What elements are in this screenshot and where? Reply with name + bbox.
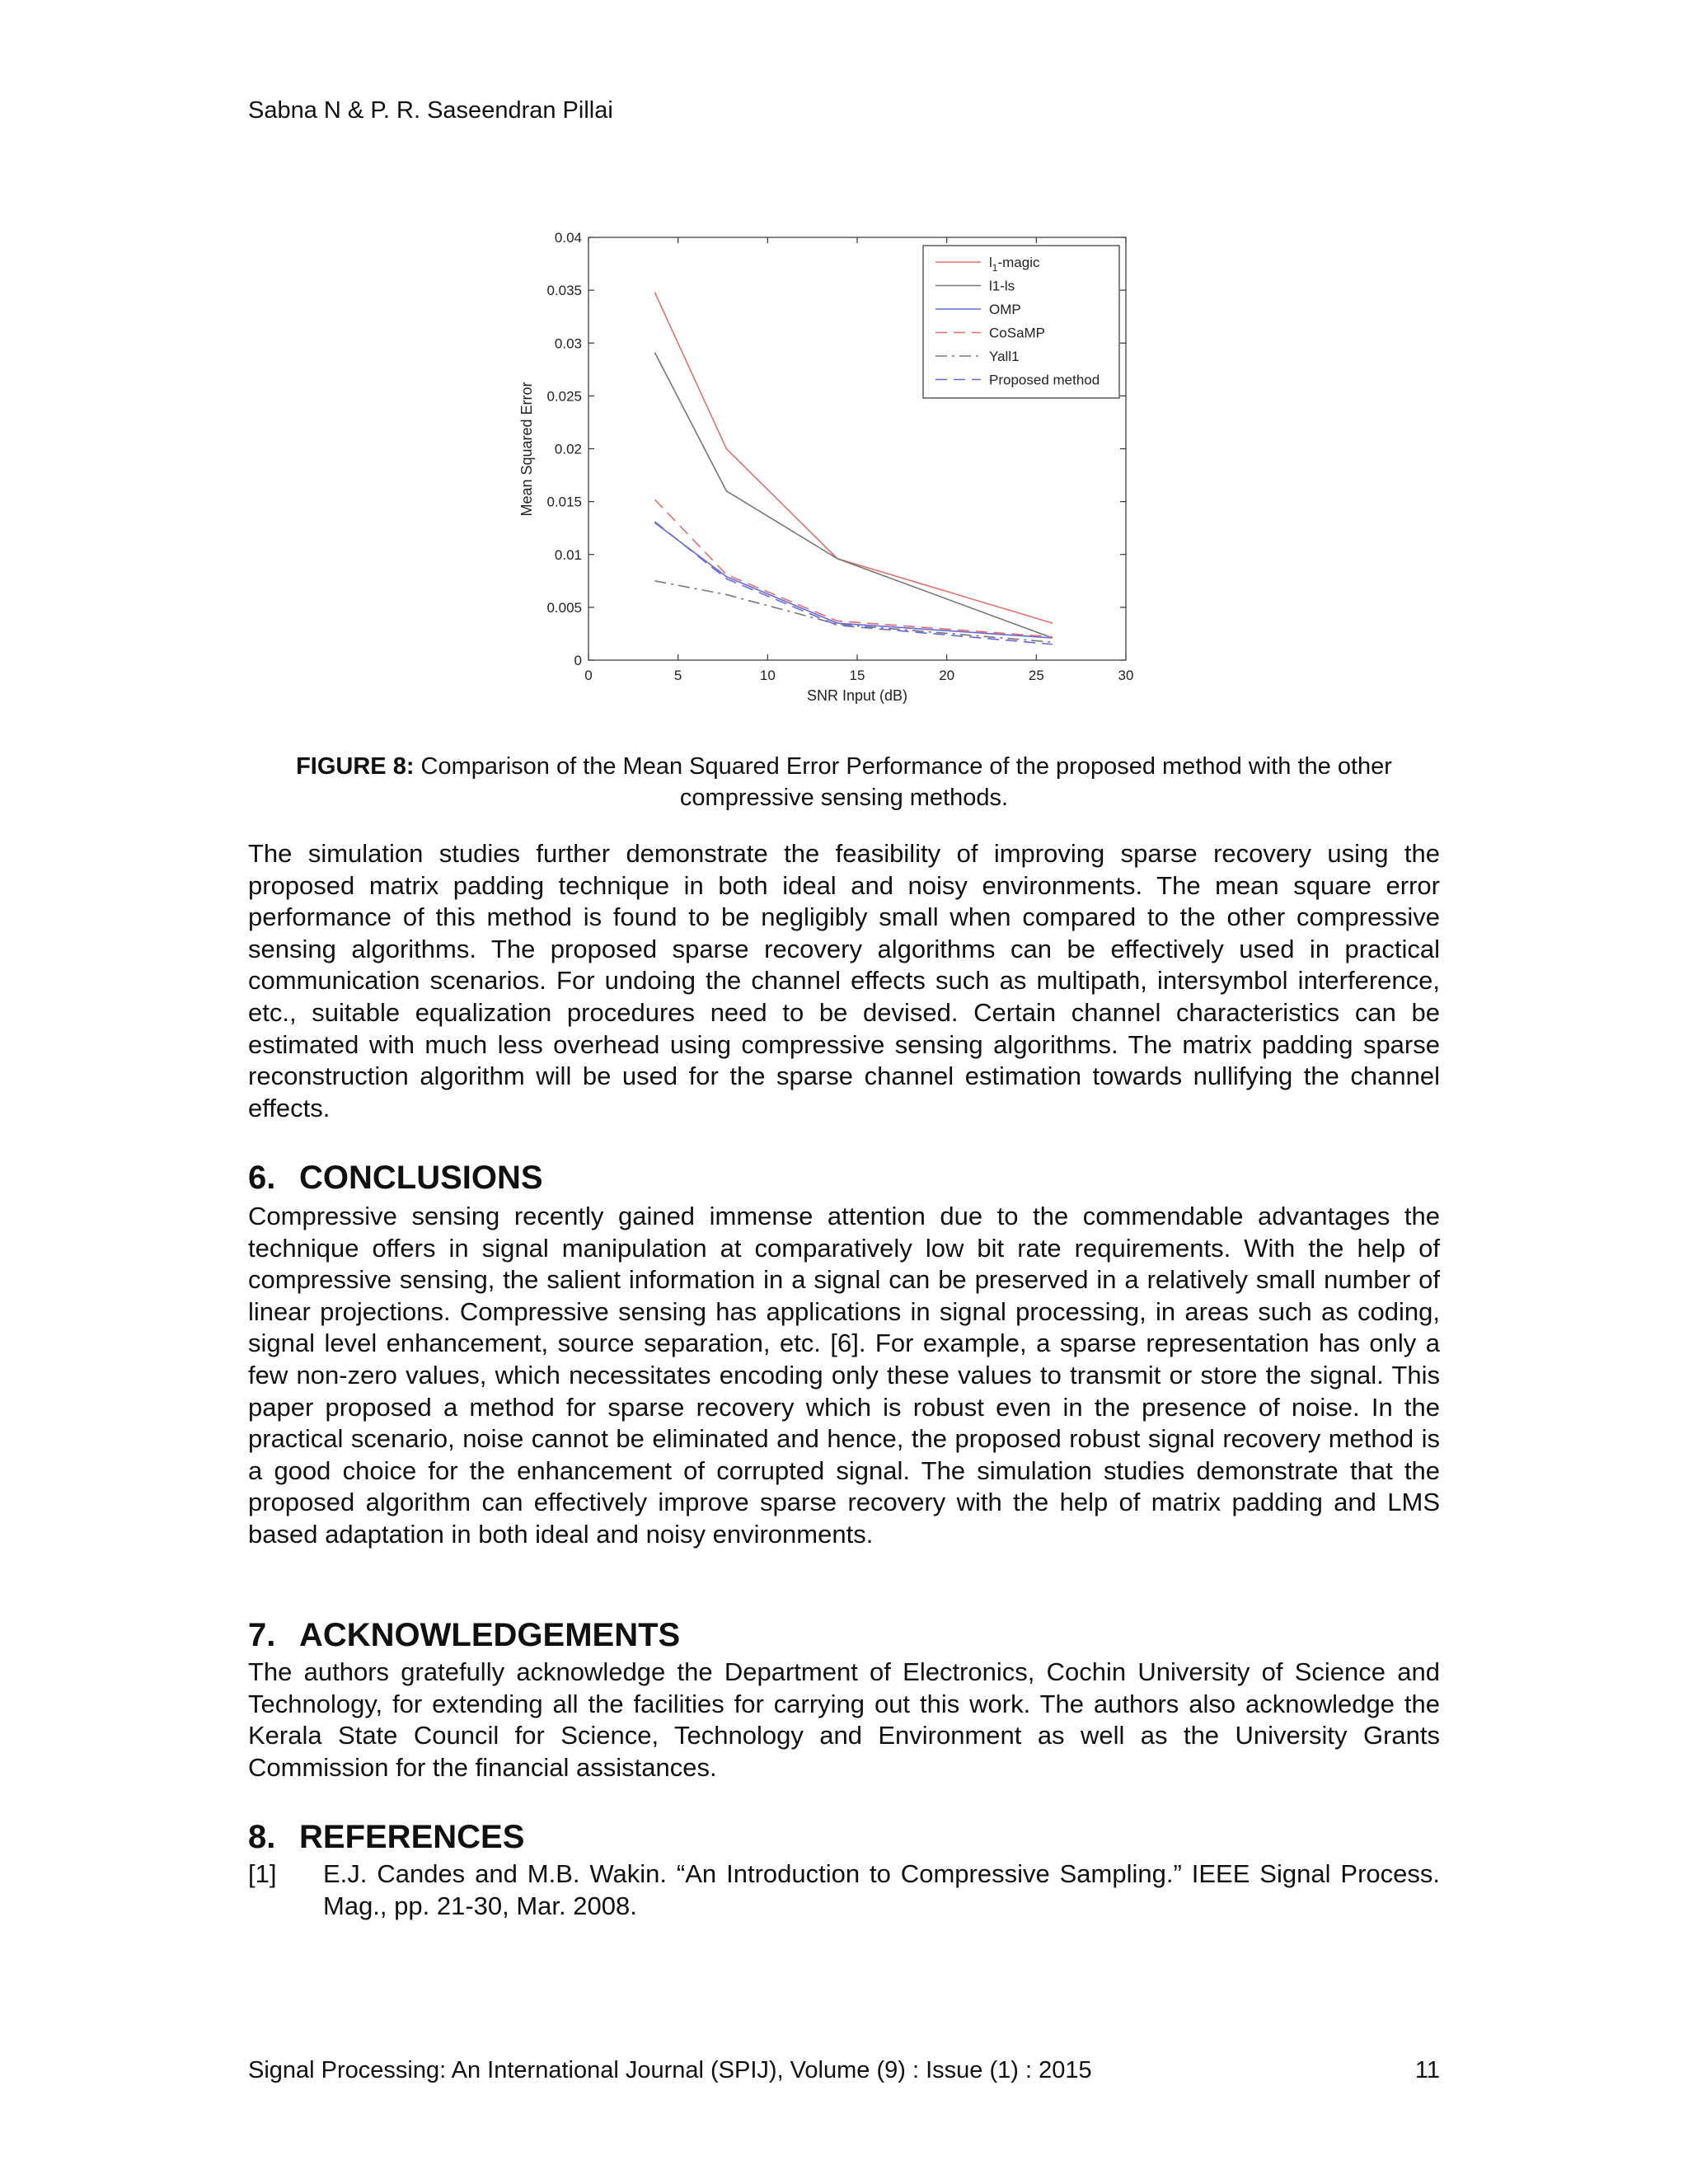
reference-number: [1]: [248, 1859, 277, 1888]
reference-text: E.J. Candes and M.B. Wakin. “An Introduction to Compressive Sampling.” IEEE Signal Process. Mag., pp. 21-30, Mar. 2008.: [323, 1859, 1440, 1920]
running-head-authors: Sabna N & P. R. Saseendran Pillai: [248, 97, 613, 124]
section-heading-references: [248, 1819, 524, 1856]
caption-text: Comparison of the Mean Squared Error Performance of the proposed method with the other compressive sensing methods.: [420, 753, 1392, 811]
x-tick-label: 25: [1028, 668, 1044, 683]
y-tick-label: 0.01: [554, 546, 582, 563]
x-axis-label: SNR Input (dB): [806, 687, 908, 704]
y-tick-label: 0.035: [546, 283, 582, 299]
x-tick-label: 20: [939, 668, 955, 683]
paragraph-acknowledgements: The authors gratefully acknowledge the Department of Electronics, Cochin University of Science and Technology, for extending all the facilities for carrying out this work. The authors also acknowledge the Kerala State Council for Science, Technology and Environment as well as the University Grants Commission for the financial assistances.: [248, 1657, 1440, 1782]
figure-8: [495, 223, 1137, 717]
y-tick-label: 0.03: [554, 335, 582, 352]
section-heading-conclusions: [248, 1160, 543, 1197]
y-tick-label: 0.04: [554, 230, 582, 246]
section-title: CONCLUSIONS: [299, 1160, 543, 1196]
y-tick-label: 0.02: [554, 441, 582, 457]
legend: [923, 246, 1119, 398]
legend-label: Yall1: [989, 349, 1020, 364]
page-number: 11: [1414, 2057, 1440, 2083]
footer-journal: Signal Processing: An International Journal (SPIJ), Volume (9) : Issue (1) : 2015: [248, 2057, 1092, 2083]
legend-label: $l_1$-magic: [989, 255, 1040, 274]
x-tick-label: 15: [849, 668, 865, 683]
figure-caption: [248, 751, 1440, 813]
y-tick-label: 0.025: [546, 388, 582, 405]
y-axis-label: Mean Squared Error: [518, 382, 535, 517]
x-tick-label: 0: [584, 668, 593, 683]
section-number: 8.: [248, 1819, 276, 1855]
section-number: 7.: [248, 1617, 276, 1653]
legend-label: OMP: [989, 302, 1021, 317]
x-tick-label: 30: [1118, 668, 1134, 683]
caption-label: FIGURE 8:: [296, 753, 415, 780]
section-title: REFERENCES: [299, 1819, 525, 1855]
y-tick-label: 0.015: [546, 494, 582, 510]
legend-label: CoSaMP: [989, 325, 1046, 341]
x-tick-label: 10: [759, 668, 776, 683]
paragraph-simulation: The simulation studies further demonstrate the feasibility of improving sparse recovery using the proposed matrix padding technique in both ideal and noisy environments. The mean square error performance of this method is found to be negligibly small when compared to the other compressive sensing algorithms. The proposed sparse recovery algorithms can be effectively used in practical communication scenarios. For undoing the channel effects such as multipath, intersymbol interference, etc., suitable equalization procedures need to be devised. Certain channel characteristics can be estimated with much less overhead using compressive sensing algorithms. The matrix padding sparse reconstruction algorithm will be used for the sparse channel estimation towards nullifying the channel effects.: [248, 839, 1440, 1122]
page-footer: [248, 2057, 1440, 2084]
y-tick-label: 0.005: [546, 599, 582, 616]
section-heading-acknowledgements: [248, 1617, 680, 1654]
section-number: 6.: [248, 1160, 276, 1196]
mse-chart: [495, 223, 1137, 717]
legend-label: Proposed method: [989, 372, 1100, 388]
y-tick-label: 0: [574, 653, 582, 668]
legend-label: l1-ls: [989, 278, 1015, 294]
paragraph-conclusions: Compressive sensing recently gained immense attention due to the commendable advantages the technique offers in signal manipulation at comparatively low bit rate requirements. With the help of compressive sensing, the salient information in a signal can be preserved in a relatively small number of linear projections. Compressive sensing has applications in signal processing, in areas such as coding, signal level enhancement, source separation, etc. [6]. For example, a sparse representation has only a few non-zero values, which necessitates encoding only these values to transmit or store the signal. This paper proposed a method for sparse recovery which is robust even in the presence of noise. In the practical scenario, noise cannot be eliminated and hence, the proposed robust signal recovery method is a good choice for the enhancement of corrupted signal. The simulation studies demonstrate that the proposed algorithm can effectively improve sparse recovery with the help of matrix padding and LMS based adaptation in both ideal and noisy environments.: [248, 1202, 1440, 1549]
section-title: ACKNOWLEDGEMENTS: [299, 1617, 681, 1653]
x-tick-label: 5: [673, 668, 682, 683]
reference-item: [248, 1858, 1440, 1922]
